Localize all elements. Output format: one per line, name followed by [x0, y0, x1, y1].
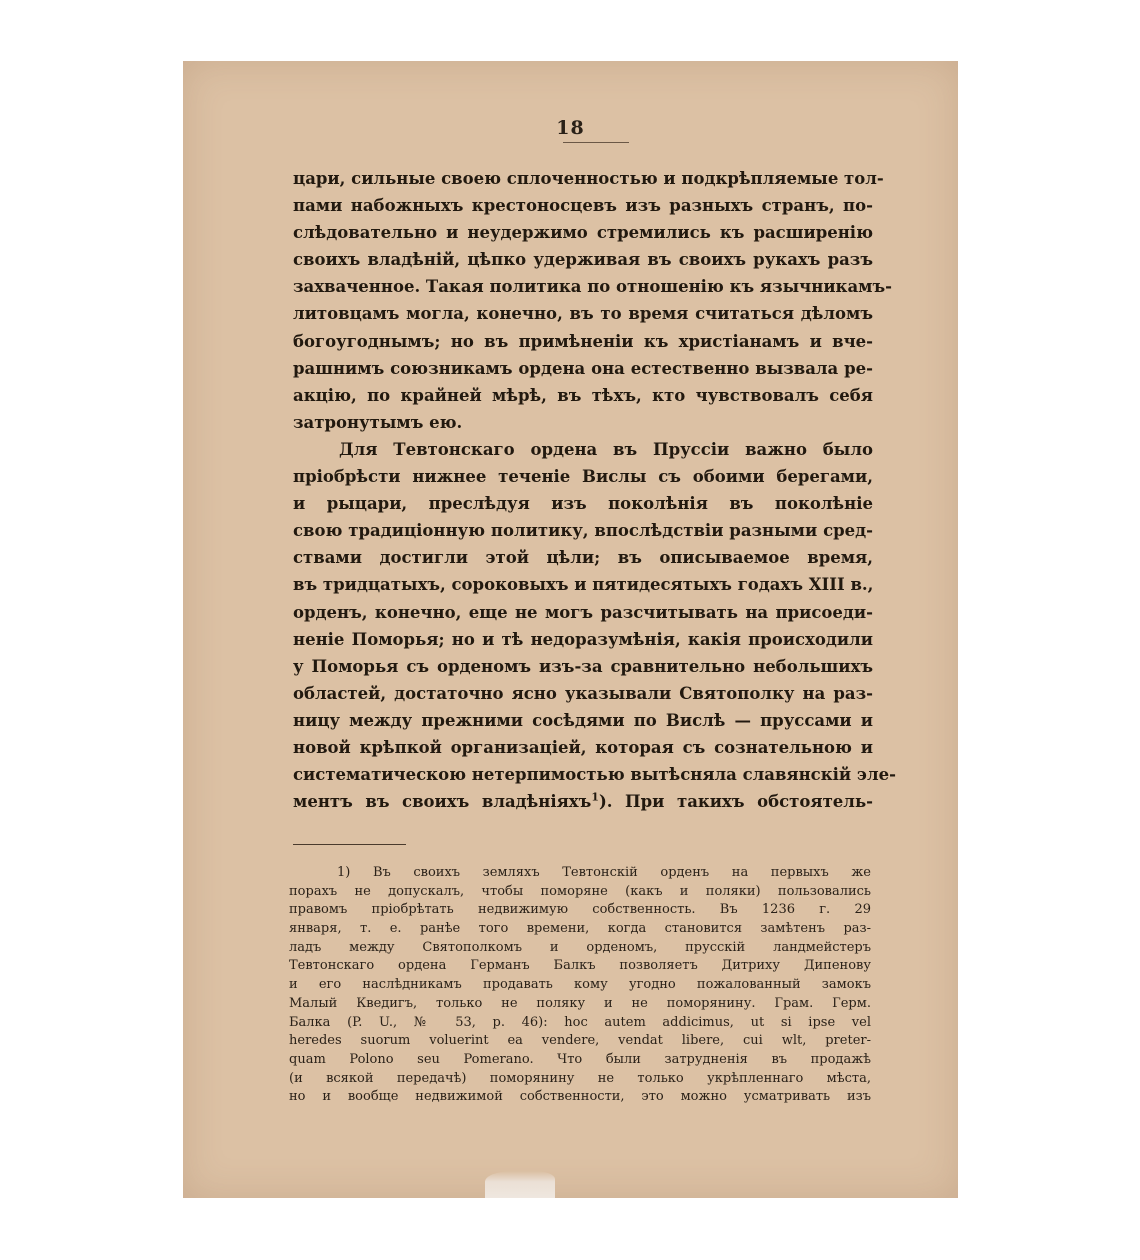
text-line: и рыцари, преслѣдуя изъ поколѣнія въ поколѣніе: [293, 494, 873, 514]
text-line: орденъ, конечно, еще не могъ разсчитывать на присоеди-: [293, 602, 873, 622]
text-line: у Поморья съ орденомъ изъ-за сравнительно небольшихъ: [293, 656, 873, 676]
text-line: свою традиціонную политику, впослѣдствіи разными сред-: [293, 521, 873, 541]
footnote-line: heredes suorum voluerint ea vendere, vendat libere, cui wlt, preter-: [289, 1033, 871, 1049]
footnote-line: порахъ не допускалъ, чтобы поморяне (какъ и поляки) пользовались: [289, 883, 871, 899]
text-line: новой крѣпкой организаціей, которая съ сознательною и: [293, 737, 873, 757]
text-line: пріобрѣсти нижнее теченіе Вислы съ обоими берегами,: [293, 467, 873, 487]
footnote-line: правомъ пріобрѣтать недвижимую собственность. Въ 1236 г. 29: [289, 902, 871, 918]
paragraph-start-line: Для Тевтонскаго ордена въ Пруссіи важно было: [339, 439, 873, 459]
book-page: [183, 61, 958, 1198]
text-line: своихъ владѣній, цѣпко удерживая въ своихъ рукахъ разъ: [293, 250, 873, 270]
text-line: богоугоднымъ; но въ примѣненіи къ христіанамъ и вче-: [293, 331, 873, 351]
text-line: слѣдовательно и неудержимо стремились къ расширенію: [293, 223, 873, 243]
footnote-line: и его наслѣдникамъ продавать кому угодно пожалованный замокъ: [289, 977, 871, 993]
footnote-marker: 1: [591, 790, 599, 804]
footnote-rule: [293, 844, 406, 845]
text-line: ницу между прежними сосѣдями по Вислѣ — пруссами и: [293, 710, 873, 730]
text-line: областей, достаточно ясно указывали Святополку на раз-: [293, 683, 873, 703]
text-line: затронутымъ ею.: [293, 412, 463, 432]
footnote-line: 1) Въ своихъ земляхъ Тевтонскій орденъ на первыхъ же: [337, 865, 871, 880]
text-segment: ментъ въ своихъ владѣніяхъ: [293, 792, 592, 812]
text-line: цари, сильные своею сплоченностью и подкрѣпляемые тол-: [293, 169, 884, 188]
text-line: пами набожныхъ крестоносцевъ изъ разныхъ странъ, по-: [293, 196, 873, 216]
text-line: неніе Поморья; но и тѣ недоразумѣнія, какія происходили: [293, 629, 873, 649]
footnote-line: но и вообще недвижимой собственности, это можно усматривать изъ: [289, 1089, 871, 1105]
footnote: [289, 864, 871, 1107]
page-number-rule: [563, 142, 629, 143]
text-segment: ). При такихъ обстоятель-: [598, 792, 873, 812]
text-line-with-footnote: [293, 788, 873, 815]
footnote-line: Тевтонскаго ордена Германъ Балкъ позволяетъ Дитриху Дипенову: [289, 958, 871, 974]
footnote-line: quam Polono seu Pomerano. Что были затрудненія въ продажѣ: [289, 1051, 871, 1067]
footnote-line: ладъ между Святополкомъ и орденомъ, прусскій ландмейстеръ: [289, 939, 871, 955]
footnote-line: января, т. е. ранѣе того времени, когда становится замѣтенъ раз-: [289, 921, 871, 937]
main-text: [293, 165, 896, 815]
text-line: литовцамъ могла, конечно, въ то время считаться дѣломъ: [293, 304, 873, 324]
text-line: въ тридцатыхъ, сороковыхъ и пятидесятыхъ годахъ XIII в.,: [293, 575, 874, 595]
text-line: ствами достигли этой цѣли; въ описываемое время,: [293, 548, 873, 568]
page-number: 18: [556, 117, 585, 139]
text-line: акцію, по крайней мѣрѣ, въ тѣхъ, кто чувствовалъ себя: [293, 385, 873, 405]
text-line: систематическою нетерпимостью вытѣсняла славянскій эле-: [293, 765, 896, 785]
footnote-line: Балка (P. U., № 53, p. 46): hoc autem addicimus, ut si ipse vel: [289, 1014, 871, 1030]
footnote-line: (и всякой передачѣ) поморянину не только укрѣпленнаго мѣста,: [289, 1070, 871, 1086]
footnote-line: Малый Кведигъ, только не поляку и не поморянину. Грам. Герм.: [289, 995, 871, 1011]
page-tear-mark: [485, 1171, 555, 1198]
text-line: захваченное. Такая политика по отношенію къ язычникамъ-: [293, 277, 893, 297]
text-line: рашнимъ союзникамъ ордена она естественно вызвала ре-: [293, 358, 873, 378]
